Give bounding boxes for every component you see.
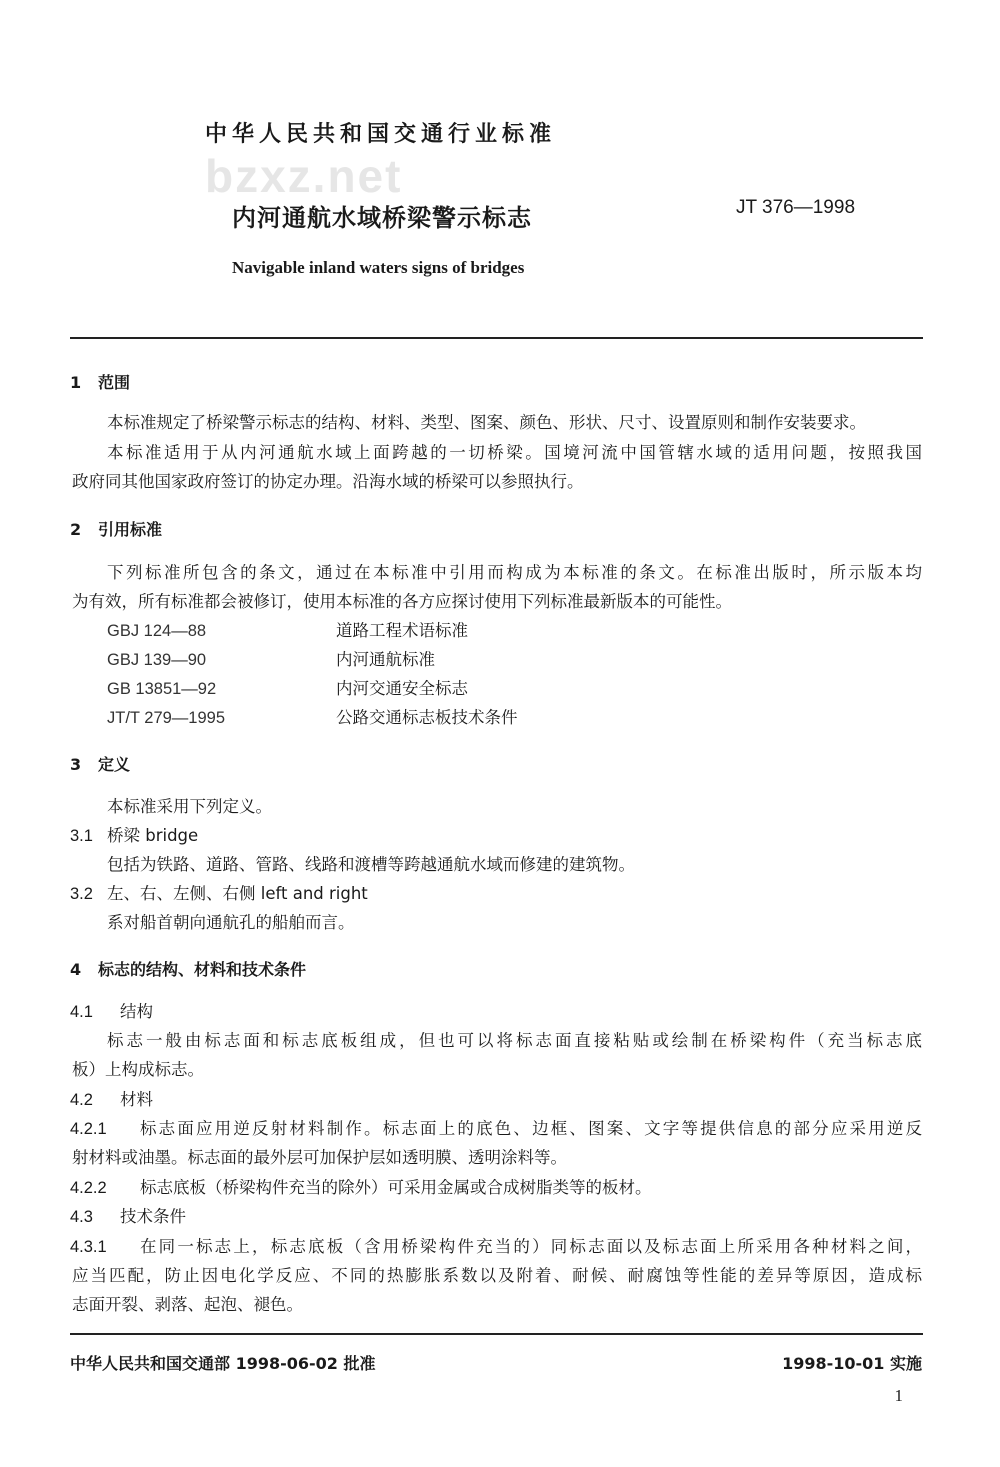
section-title: 标志的结构、材料和技术条件 bbox=[98, 960, 307, 979]
clause-number: 4.2.2 bbox=[70, 1179, 107, 1197]
paragraph: 志面开裂、剥落、起泡、褪色。 bbox=[72, 1295, 303, 1314]
page-number: 1 bbox=[894, 1386, 903, 1405]
reference-code: JT/T 279—1995 bbox=[107, 709, 226, 727]
clause-number: 4.2.1 bbox=[70, 1120, 107, 1138]
paragraph: 标志底板（桥梁构件充当的除外）可采用金属或合成树脂类等的板材。 bbox=[140, 1178, 652, 1197]
reference-code: GBJ 139—90 bbox=[107, 651, 207, 669]
definition-term: 左、右、左侧、右侧 left and right bbox=[107, 884, 368, 903]
clause-number: 4.1 bbox=[70, 1003, 93, 1021]
paragraph: 为有效，所有标准都会被修订，使用本标准的各方应探讨使用下列标准最新版本的可能性。 bbox=[72, 592, 732, 611]
paragraph: 下列标准所包含的条文，通过在本标准中引用而构成为本标准的条文。在标准出版时，所示版本均 bbox=[107, 563, 922, 582]
section-2-heading bbox=[70, 520, 162, 540]
clause-number: 4.2 bbox=[70, 1091, 93, 1109]
paragraph: 射材料或油墨。标志面的最外层可加保护层如透明膜、透明涂料等。 bbox=[72, 1148, 567, 1167]
clause-title: 材料 bbox=[120, 1090, 153, 1109]
section-number: 3 bbox=[70, 755, 82, 774]
paragraph: 标志面应用逆反射材料制作。标志面上的底色、边框、图案、文字等提供信息的部分应采用逆反 bbox=[140, 1119, 922, 1138]
paragraph: 包括为铁路、道路、管路、线路和渡槽等跨越通航水域而修建的建筑物。 bbox=[107, 855, 635, 874]
clause-number: 3.2 bbox=[70, 885, 93, 903]
clause-title: 技术条件 bbox=[120, 1207, 186, 1226]
section-title: 范围 bbox=[98, 373, 131, 392]
reference-name: 道路工程术语标准 bbox=[336, 621, 468, 640]
header-rule bbox=[70, 337, 923, 339]
paragraph: 系对船首朝向通航孔的船舶而言。 bbox=[107, 913, 355, 932]
clause-number: 3.1 bbox=[70, 827, 93, 845]
footer-rule bbox=[70, 1333, 923, 1335]
section-number: 4 bbox=[70, 960, 82, 979]
section-4-heading bbox=[70, 960, 306, 980]
section-number: 1 bbox=[70, 373, 82, 392]
paragraph: 本标准适用于从内河通航水域上面跨越的一切桥梁。国境河流中国管辖水域的适用问题，按照我国 bbox=[107, 443, 922, 462]
standard-number: JT 376—1998 bbox=[736, 197, 856, 218]
reference-name: 内河交通安全标志 bbox=[336, 679, 468, 698]
reference-name: 内河通航标准 bbox=[336, 650, 435, 669]
section-title: 定义 bbox=[98, 755, 131, 774]
reference-name: 公路交通标志板技术条件 bbox=[336, 708, 518, 727]
approval-note: 中华人民共和国交通部 1998-06-02 批准 bbox=[70, 1354, 376, 1373]
section-1-heading bbox=[70, 373, 130, 393]
reference-code: GB 13851—92 bbox=[107, 680, 217, 698]
clause-title: 结构 bbox=[120, 1002, 153, 1021]
paragraph: 本标准规定了桥梁警示标志的结构、材料、类型、图案、颜色、形状、尺寸、设置原则和制作安装要求。 bbox=[107, 413, 866, 432]
org-standard-title: 中华人民共和国交通行业标准 bbox=[205, 122, 557, 147]
paragraph: 应当匹配，防止因电化学反应、不同的热膨胀系数以及附着、耐候、耐腐蚀等性能的差异等原因，造成标 bbox=[72, 1266, 922, 1285]
paragraph: 板）上构成标志。 bbox=[72, 1060, 204, 1079]
paragraph: 政府同其他国家政府签订的协定办理。沿海水域的桥梁可以参照执行。 bbox=[72, 472, 584, 491]
document-title-en: Navigable inland waters signs of bridges bbox=[232, 258, 525, 277]
paragraph: 标志一般由标志面和标志底板组成，但也可以将标志面直接粘贴或绘制在桥梁构件（充当标志底 bbox=[107, 1031, 922, 1050]
section-title: 引用标准 bbox=[98, 520, 163, 539]
section-3-heading bbox=[70, 755, 130, 775]
reference-code: GBJ 124—88 bbox=[107, 622, 207, 640]
section-number: 2 bbox=[70, 520, 82, 539]
clause-number: 4.3.1 bbox=[70, 1238, 107, 1256]
document-title-cn: 内河通航水域桥梁警示标志 bbox=[232, 204, 532, 232]
clause-number: 4.3 bbox=[70, 1208, 93, 1226]
watermark: bzxz.net bbox=[205, 150, 403, 202]
effective-date: 1998-10-01 实施 bbox=[782, 1354, 922, 1373]
paragraph: 本标准采用下列定义。 bbox=[107, 797, 272, 816]
paragraph: 在同一标志上，标志底板（含用桥梁构件充当的）同标志面以及标志面上所采用各种材料之间， bbox=[140, 1237, 922, 1256]
definition-term: 桥梁 bridge bbox=[107, 826, 199, 845]
